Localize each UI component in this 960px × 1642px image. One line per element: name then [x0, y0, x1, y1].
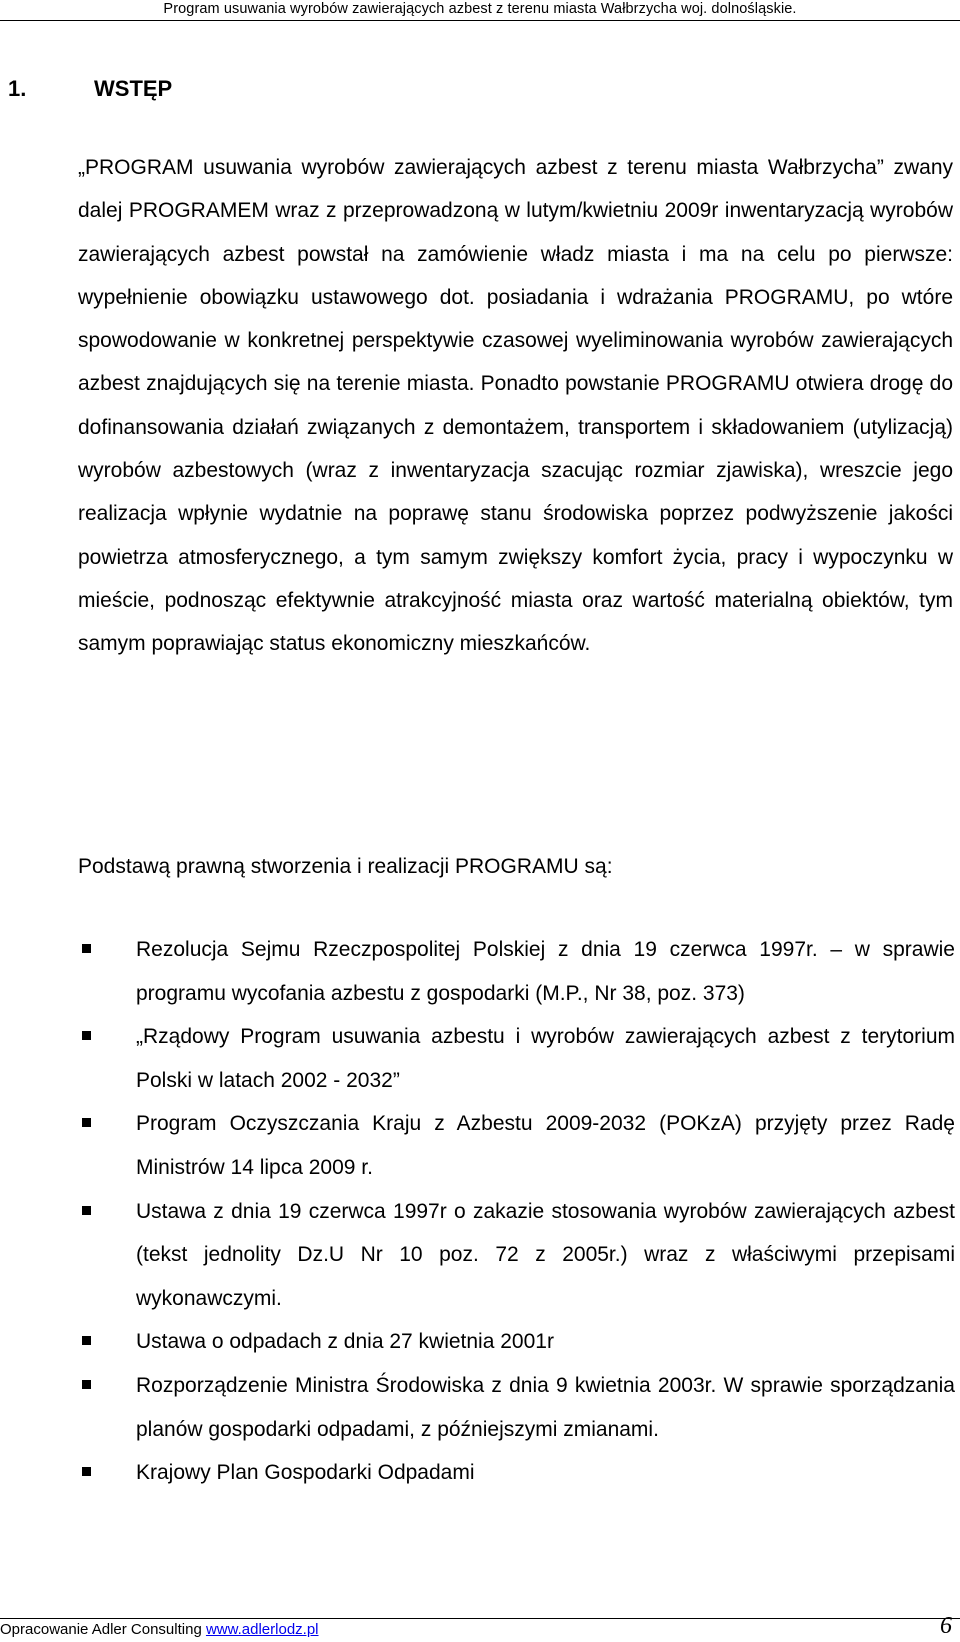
- section-number: 1.: [8, 76, 27, 101]
- list-item-text: Program Oczyszczania Kraju z Azbestu 2009-2032 (POKzA) przyjęty przez Radę Ministrów 14 lipca 2009 r.: [136, 1112, 955, 1179]
- section-title: WSTĘP: [94, 76, 173, 101]
- list-item: [78, 1320, 955, 1364]
- list-item: [78, 928, 955, 1015]
- list-item: [78, 1190, 955, 1321]
- section-heading: [8, 73, 172, 105]
- list-item-text: Krajowy Plan Gospodarki Odpadami: [136, 1461, 475, 1485]
- legal-basis-list: [78, 928, 955, 1495]
- footer-website-link[interactable]: www.adlerlodz.pl: [205, 1621, 319, 1638]
- legal-basis-intro: Podstawą prawną stworzenia i realizacji PROGRAMU są:: [78, 855, 613, 878]
- list-item-text: Ustawa o odpadach z dnia 27 kwietnia 2001r: [136, 1330, 554, 1354]
- square-bullet-icon: [82, 1336, 91, 1345]
- running-header: [0, 0, 960, 22]
- list-item-text: Rozporządzenie Ministra Środowiska z dnia 9 kwietnia 2003r. W sprawie sporządzania planów gospodarki odpadami, z późniejszymi zmianami.: [136, 1373, 955, 1441]
- list-item: [78, 1451, 955, 1495]
- header-divider: [0, 20, 960, 21]
- square-bullet-icon: [82, 1206, 91, 1215]
- square-bullet-icon: [82, 1380, 91, 1389]
- square-bullet-icon: [82, 1031, 91, 1040]
- footer-credit: [0, 1621, 319, 1639]
- footer-divider: [0, 1618, 960, 1619]
- running-header-title: Program usuwania wyrobów zawierających azbest z terenu miasta Wałbrzycha woj. dolnośląskie.: [163, 1, 797, 17]
- square-bullet-icon: [82, 1467, 91, 1476]
- list-item: [78, 1364, 955, 1451]
- intro-paragraph: „PROGRAM usuwania wyrobów zawierających azbest z terenu miasta Wałbrzycha” zwany dalej PROGRAMEM wraz z przeprowadzoną w lutym/kwietniu 2009r inwentaryzacją wyrobów zawierających azbest powstał na zamówienie władz miasta i ma na celu po pierwsze: wypełnienie obowiązku ustawowego dot. posiadania i wdrażania PROGRAMU, po wtóre spowodowanie w konkretnej perspektywie czasowej wyeliminowania wyrobów zawierających azbest znajdujących się na terenie miasta. Ponadto powstanie PROGRAMU otwiera drogę do dofinansowania działań związanych z demontażem, transportem i składowaniem (utylizacją) wyrobów azbestowych (wraz z inwentaryzacja szacując rozmiar zjawiska), wreszcie jego realizacja wpłynie wydatnie na poprawę stanu środowiska poprzez podwyższenie jakości powietrza atmosferycznego, a tym samym zwiększy komfort życia, pracy i wypoczynku w mieście, podnosząc efektywnie atrakcyjność miasta oraz wartość materialną obiektów, tym samym poprawiając status ekonomiczny mieszkańców.: [78, 156, 953, 656]
- list-item: [78, 1015, 955, 1102]
- list-item: [78, 1102, 955, 1189]
- square-bullet-icon: [82, 944, 91, 953]
- page-number: 6: [940, 1613, 952, 1639]
- list-item-text: Ustawa z dnia 19 czerwca 1997r o zakazie stosowania wyrobów zawierających azbest (tekst jednolity Dz.U Nr 10 poz. 72 z 2005r.) wraz z właściwymi przepisami wykonawczymi.: [136, 1199, 955, 1310]
- square-bullet-icon: [82, 1118, 91, 1127]
- list-item-text: Rezolucja Sejmu Rzeczpospolitej Polskiej z dnia 19 czerwca 1997r. – w sprawie programu wycofania azbestu z gospodarki (M.P., Nr 38, poz. 373): [136, 938, 955, 1005]
- footer-credit-text: Opracowanie Adler Consulting: [0, 1621, 206, 1638]
- list-item-text: „Rządowy Program usuwania azbestu i wyrobów zawierających azbest z terytorium Polski w latach 2002 - 2032”: [136, 1025, 955, 1092]
